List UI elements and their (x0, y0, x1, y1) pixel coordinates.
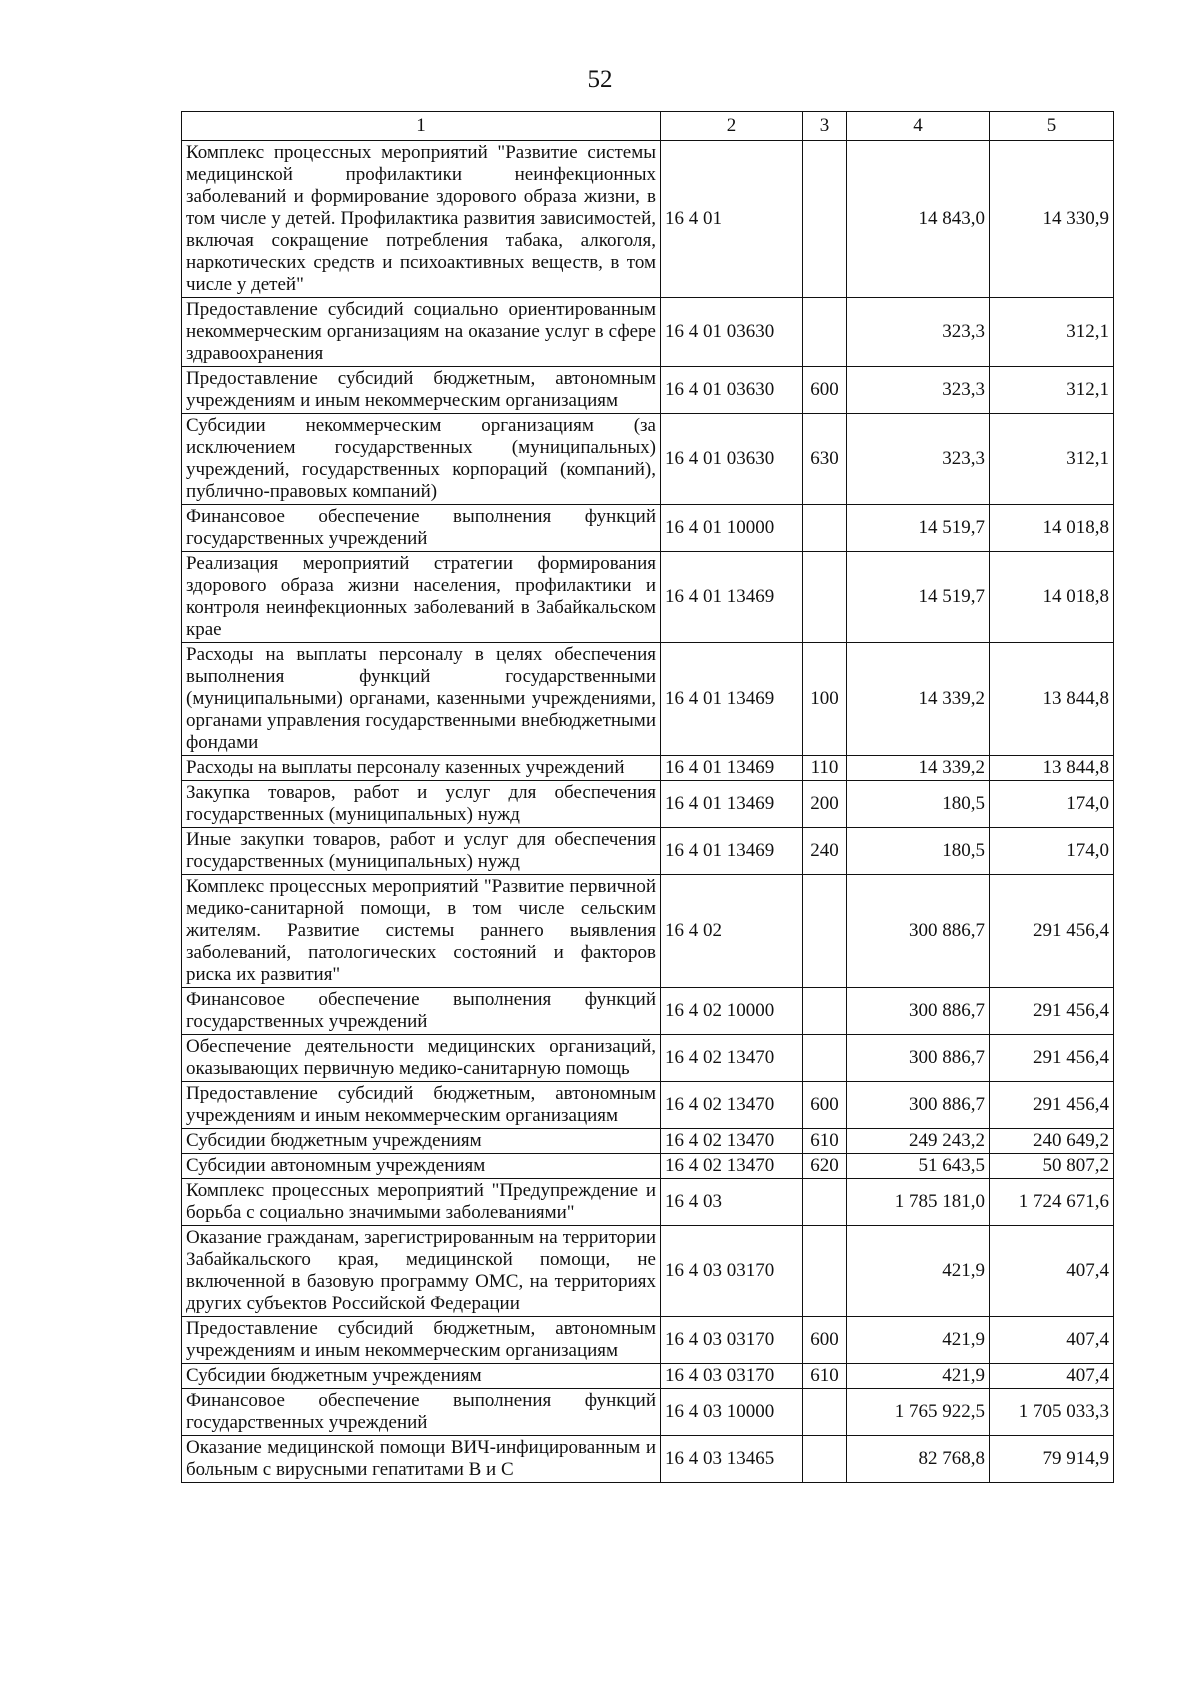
cell-expense-type (803, 1436, 847, 1483)
cell-amount-year2: 240 649,2 (990, 1129, 1114, 1154)
table-row (182, 298, 1114, 367)
table-row (182, 552, 1114, 643)
table-row (182, 781, 1114, 828)
cell-code: 16 4 02 10000 (661, 988, 803, 1035)
cell-name: Субсидии бюджетным учреждениям (182, 1129, 661, 1154)
cell-code: 16 4 02 (661, 875, 803, 988)
cell-code: 16 4 02 13470 (661, 1129, 803, 1154)
cell-amount-year2: 174,0 (990, 781, 1114, 828)
table-row (182, 828, 1114, 875)
cell-expense-type: 600 (803, 367, 847, 414)
cell-name: Комплекс процессных мероприятий "Развитие системы медицинской профилактики неинфекционных заболеваний и формирование здорового образа жизни, в том числе у детей. Профилактика развития зависимостей, включая сокращение потребления табака, алкоголя, наркотических средств и психоактивных веществ, в том числе у детей" (182, 141, 661, 298)
cell-amount-year2: 14 018,8 (990, 552, 1114, 643)
cell-code: 16 4 01 13469 (661, 552, 803, 643)
cell-code: 16 4 01 10000 (661, 505, 803, 552)
cell-name: Закупка товаров, работ и услуг для обеспечения государственных (муниципальных) нужд (182, 781, 661, 828)
cell-amount-year2: 291 456,4 (990, 1035, 1114, 1082)
column-header: 2 (661, 112, 803, 141)
table-row (182, 1082, 1114, 1129)
cell-amount-year1: 323,3 (847, 414, 990, 505)
cell-amount-year2: 1 724 671,6 (990, 1179, 1114, 1226)
cell-code: 16 4 01 (661, 141, 803, 298)
cell-expense-type (803, 298, 847, 367)
cell-name: Финансовое обеспечение выполнения функций государственных учреждений (182, 988, 661, 1035)
cell-amount-year1: 14 339,2 (847, 756, 990, 781)
cell-expense-type: 600 (803, 1082, 847, 1129)
cell-name: Предоставление субсидий бюджетным, автономным учреждениям и иным некоммерческим организациям (182, 1082, 661, 1129)
cell-expense-type (803, 988, 847, 1035)
cell-code: 16 4 02 13470 (661, 1154, 803, 1179)
cell-amount-year2: 312,1 (990, 367, 1114, 414)
column-header: 5 (990, 112, 1114, 141)
cell-amount-year1: 51 643,5 (847, 1154, 990, 1179)
cell-name: Финансовое обеспечение выполнения функций государственных учреждений (182, 1389, 661, 1436)
cell-expense-type (803, 1389, 847, 1436)
table-row (182, 414, 1114, 505)
table-row (182, 1317, 1114, 1364)
cell-amount-year1: 323,3 (847, 367, 990, 414)
cell-code: 16 4 02 13470 (661, 1035, 803, 1082)
table-row (182, 367, 1114, 414)
cell-name: Расходы на выплаты персоналу в целях обеспечения выполнения функций государственными (муниципальными) органами, казенными учреждениями, органами управления государственными внебюджетными фондами (182, 643, 661, 756)
cell-amount-year2: 174,0 (990, 828, 1114, 875)
cell-expense-type: 110 (803, 756, 847, 781)
cell-name: Оказание медицинской помощи ВИЧ-инфицированным и больным с вирусными гепатитами В и С (182, 1436, 661, 1483)
cell-code: 16 4 03 13465 (661, 1436, 803, 1483)
cell-expense-type: 630 (803, 414, 847, 505)
cell-amount-year2: 407,4 (990, 1364, 1114, 1389)
cell-code: 16 4 03 (661, 1179, 803, 1226)
cell-amount-year1: 1 785 181,0 (847, 1179, 990, 1226)
column-header: 3 (803, 112, 847, 141)
cell-name: Комплекс процессных мероприятий "Предупреждение и борьба с социально значимыми заболеваниями" (182, 1179, 661, 1226)
cell-amount-year1: 180,5 (847, 828, 990, 875)
cell-name: Финансовое обеспечение выполнения функций государственных учреждений (182, 505, 661, 552)
cell-amount-year1: 14 519,7 (847, 505, 990, 552)
cell-expense-type: 610 (803, 1129, 847, 1154)
table-row (182, 1154, 1114, 1179)
cell-amount-year2: 312,1 (990, 414, 1114, 505)
cell-expense-type (803, 552, 847, 643)
cell-amount-year2: 13 844,8 (990, 756, 1114, 781)
cell-amount-year1: 300 886,7 (847, 1035, 990, 1082)
cell-name: Субсидии некоммерческим организациям (за исключением государственных (муниципальных) учреждений, государственных корпораций (компаний), публично-правовых компаний) (182, 414, 661, 505)
cell-amount-year2: 79 914,9 (990, 1436, 1114, 1483)
cell-code: 16 4 03 03170 (661, 1364, 803, 1389)
cell-name: Обеспечение деятельности медицинских организаций, оказывающих первичную медико-санитарную помощь (182, 1035, 661, 1082)
cell-expense-type: 610 (803, 1364, 847, 1389)
cell-amount-year1: 180,5 (847, 781, 990, 828)
cell-code: 16 4 03 03170 (661, 1226, 803, 1317)
cell-amount-year2: 291 456,4 (990, 988, 1114, 1035)
cell-code: 16 4 01 13469 (661, 828, 803, 875)
table-row (182, 643, 1114, 756)
table-row (182, 1364, 1114, 1389)
cell-amount-year1: 300 886,7 (847, 988, 990, 1035)
cell-amount-year2: 291 456,4 (990, 1082, 1114, 1129)
cell-name: Комплекс процессных мероприятий "Развитие первичной медико-санитарной помощи, в том числе сельским жителям. Развитие системы раннего выявления заболеваний, патологических состояний и факторов риска их развития" (182, 875, 661, 988)
cell-name: Оказание гражданам, зарегистрированным на территории Забайкальского края, медицинской помощи, не включенной в базовую программу ОМС, на территориях других субъектов Российской Федерации (182, 1226, 661, 1317)
cell-amount-year2: 13 844,8 (990, 643, 1114, 756)
cell-expense-type (803, 1179, 847, 1226)
cell-amount-year1: 14 843,0 (847, 141, 990, 298)
column-header: 4 (847, 112, 990, 141)
cell-expense-type: 240 (803, 828, 847, 875)
cell-code: 16 4 01 13469 (661, 756, 803, 781)
cell-amount-year1: 14 519,7 (847, 552, 990, 643)
table-header-row (182, 112, 1114, 141)
cell-code: 16 4 03 03170 (661, 1317, 803, 1364)
cell-amount-year2: 407,4 (990, 1317, 1114, 1364)
cell-code: 16 4 01 13469 (661, 781, 803, 828)
cell-amount-year2: 407,4 (990, 1226, 1114, 1317)
cell-amount-year1: 82 768,8 (847, 1436, 990, 1483)
cell-amount-year1: 249 243,2 (847, 1129, 990, 1154)
cell-expense-type (803, 1226, 847, 1317)
cell-expense-type (803, 875, 847, 988)
cell-name: Иные закупки товаров, работ и услуг для обеспечения государственных (муниципальных) нужд (182, 828, 661, 875)
cell-code: 16 4 01 03630 (661, 298, 803, 367)
page-number: 52 (587, 66, 613, 93)
table-row (182, 1226, 1114, 1317)
table-body (182, 141, 1114, 1483)
table-row (182, 1179, 1114, 1226)
cell-amount-year2: 14 018,8 (990, 505, 1114, 552)
cell-amount-year2: 312,1 (990, 298, 1114, 367)
budget-table (181, 111, 1114, 1483)
cell-code: 16 4 03 10000 (661, 1389, 803, 1436)
cell-name: Предоставление субсидий бюджетным, автономным учреждениям и иным некоммерческим организациям (182, 367, 661, 414)
table-row (182, 988, 1114, 1035)
cell-amount-year1: 14 339,2 (847, 643, 990, 756)
cell-code: 16 4 01 03630 (661, 367, 803, 414)
cell-amount-year2: 1 705 033,3 (990, 1389, 1114, 1436)
cell-amount-year1: 300 886,7 (847, 875, 990, 988)
cell-expense-type: 200 (803, 781, 847, 828)
cell-expense-type (803, 141, 847, 298)
cell-name: Субсидии автономным учреждениям (182, 1154, 661, 1179)
table-row (182, 756, 1114, 781)
cell-expense-type: 600 (803, 1317, 847, 1364)
table-row (182, 1436, 1114, 1483)
cell-amount-year1: 421,9 (847, 1226, 990, 1317)
table-row (182, 505, 1114, 552)
cell-amount-year2: 291 456,4 (990, 875, 1114, 988)
cell-amount-year2: 14 330,9 (990, 141, 1114, 298)
cell-amount-year1: 323,3 (847, 298, 990, 367)
cell-amount-year1: 421,9 (847, 1364, 990, 1389)
cell-amount-year1: 421,9 (847, 1317, 990, 1364)
cell-code: 16 4 01 13469 (661, 643, 803, 756)
cell-code: 16 4 02 13470 (661, 1082, 803, 1129)
cell-name: Расходы на выплаты персоналу казенных учреждений (182, 756, 661, 781)
cell-expense-type (803, 1035, 847, 1082)
cell-name: Предоставление субсидий бюджетным, автономным учреждениям и иным некоммерческим организациям (182, 1317, 661, 1364)
cell-expense-type (803, 505, 847, 552)
cell-expense-type: 620 (803, 1154, 847, 1179)
table-row (182, 875, 1114, 988)
cell-code: 16 4 01 03630 (661, 414, 803, 505)
table-row (182, 141, 1114, 298)
table-row (182, 1389, 1114, 1436)
cell-name: Субсидии бюджетным учреждениям (182, 1364, 661, 1389)
table-row (182, 1035, 1114, 1082)
table-row (182, 1129, 1114, 1154)
cell-name: Предоставление субсидий социально ориентированным некоммерческим организациям на оказание услуг в сфере здравоохранения (182, 298, 661, 367)
cell-amount-year2: 50 807,2 (990, 1154, 1114, 1179)
cell-amount-year1: 1 765 922,5 (847, 1389, 990, 1436)
cell-name: Реализация мероприятий стратегии формирования здорового образа жизни населения, профилактики и контроля неинфекционных заболеваний в Забайкальском крае (182, 552, 661, 643)
cell-amount-year1: 300 886,7 (847, 1082, 990, 1129)
column-header: 1 (182, 112, 661, 141)
cell-expense-type: 100 (803, 643, 847, 756)
